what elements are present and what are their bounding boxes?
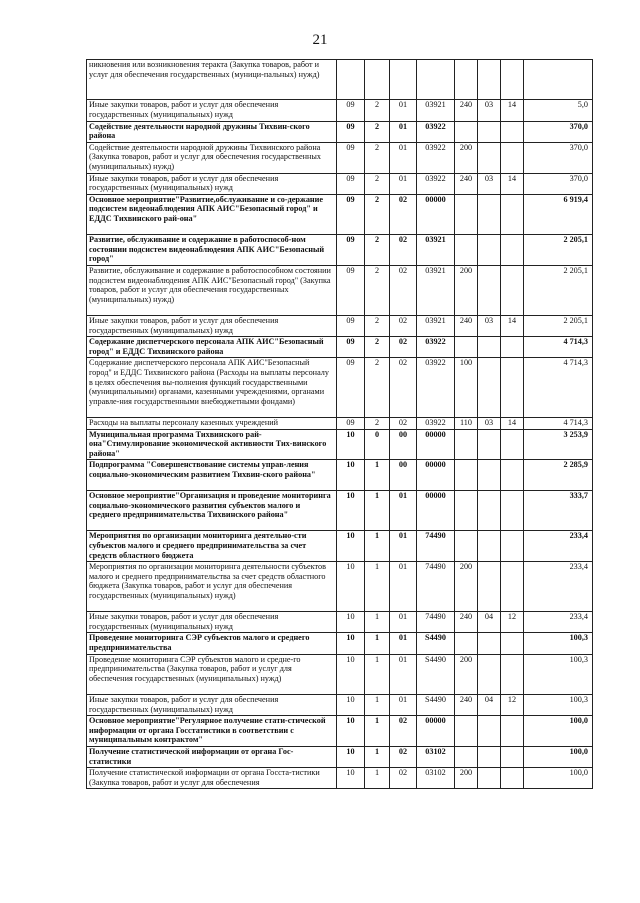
expense-type-code-cell: 240 [455, 612, 478, 633]
subsection-code-cell: 1 [365, 562, 390, 612]
subchapter-code-cell [501, 633, 524, 654]
section-code-cell: 09 [337, 100, 365, 121]
table-row [87, 142, 593, 173]
program-code-cell: 02 [390, 747, 417, 768]
subchapter-code-cell [501, 235, 524, 266]
chapter-code-cell [478, 633, 501, 654]
item-code-cell: 03921 [417, 100, 455, 121]
row-name-cell: Мероприятия по организации мониторинга деятельности субъектов малого и среднего предпринимательства за счет средств областного бюджета (Закупка товаров, работ и услуг для обеспечения государственных (муниципальных) нужд) [87, 562, 337, 612]
table-row [87, 531, 593, 562]
amount-cell: 370,0 [524, 121, 593, 142]
section-code-cell: 10 [337, 460, 365, 491]
item-code-cell: 00000 [417, 716, 455, 747]
section-code-cell: 10 [337, 491, 365, 531]
table-row [87, 417, 593, 429]
section-code-cell: 09 [337, 194, 365, 234]
amount-cell: 2 205,1 [524, 235, 593, 266]
item-code-cell: 00000 [417, 194, 455, 234]
expense-type-code-cell [455, 60, 478, 100]
row-name-cell: Получение статистической информации от органа Гос-статистики [87, 747, 337, 768]
table-row [87, 235, 593, 266]
subchapter-code-cell: 14 [501, 173, 524, 194]
amount-cell: 4 714,3 [524, 337, 593, 358]
section-code-cell: 10 [337, 654, 365, 694]
item-code-cell [417, 60, 455, 100]
expense-type-code-cell: 200 [455, 562, 478, 612]
item-code-cell: 03922 [417, 173, 455, 194]
program-code-cell: 02 [390, 194, 417, 234]
program-code-cell: 01 [390, 491, 417, 531]
amount-cell: 4 714,3 [524, 417, 593, 429]
subsection-code-cell: 2 [365, 417, 390, 429]
row-name-cell: Иные закупки товаров, работ и услуг для обеспечения государственных (муниципальных) нужд [87, 173, 337, 194]
amount-cell: 100,0 [524, 747, 593, 768]
amount-cell: 370,0 [524, 173, 593, 194]
expense-type-code-cell [455, 194, 478, 234]
chapter-code-cell: 03 [478, 315, 501, 336]
item-code-cell: 03922 [417, 142, 455, 173]
section-code-cell: 09 [337, 337, 365, 358]
subsection-code-cell: 1 [365, 633, 390, 654]
subsection-code-cell: 1 [365, 612, 390, 633]
subsection-code-cell: 2 [365, 358, 390, 418]
chapter-code-cell [478, 531, 501, 562]
subchapter-code-cell: 14 [501, 315, 524, 336]
row-name-cell: Иные закупки товаров, работ и услуг для обеспечения государственных (муниципальных) нужд [87, 100, 337, 121]
chapter-code-cell [478, 235, 501, 266]
program-code-cell: 02 [390, 358, 417, 418]
item-code-cell: 00000 [417, 491, 455, 531]
subsection-code-cell: 1 [365, 716, 390, 747]
row-name-cell: Содержание диспетчерского персонала АПК АИС"Безопасный город" и ЕДДС Тихвинского района (Расходы на выплаты персоналу в целях обеспечения вы-полнения функций государственными (муниципальными) органами, казенными учреждениями, органами управле-ния государственными внебюджетными фондами) [87, 358, 337, 418]
chapter-code-cell [478, 768, 501, 789]
chapter-code-cell [478, 747, 501, 768]
table-row [87, 100, 593, 121]
budget-table [86, 59, 593, 789]
chapter-code-cell [478, 358, 501, 418]
expense-type-code-cell [455, 747, 478, 768]
subchapter-code-cell [501, 121, 524, 142]
expense-type-code-cell [455, 337, 478, 358]
chapter-code-cell: 03 [478, 100, 501, 121]
program-code-cell: 01 [390, 142, 417, 173]
row-name-cell: Иные закупки товаров, работ и услуг для обеспечения государственных (муниципальных) нужд [87, 695, 337, 716]
chapter-code-cell [478, 429, 501, 460]
program-code-cell: 01 [390, 562, 417, 612]
row-name-cell: Иные закупки товаров, работ и услуг для обеспечения государственных (муниципальных) нужд [87, 612, 337, 633]
program-code-cell: 01 [390, 531, 417, 562]
chapter-code-cell [478, 194, 501, 234]
item-code-cell: 03922 [417, 358, 455, 418]
subsection-code-cell: 2 [365, 337, 390, 358]
table-row [87, 695, 593, 716]
subchapter-code-cell [501, 716, 524, 747]
amount-cell: 5,0 [524, 100, 593, 121]
program-code-cell: 02 [390, 315, 417, 336]
program-code-cell: 01 [390, 695, 417, 716]
expense-type-code-cell: 110 [455, 417, 478, 429]
section-code-cell: 10 [337, 429, 365, 460]
table-row [87, 747, 593, 768]
expense-type-code-cell: 240 [455, 315, 478, 336]
section-code-cell: 10 [337, 747, 365, 768]
subsection-code-cell: 1 [365, 460, 390, 491]
row-name-cell: никновения или возникновения теракта (Закупка товаров, работ и услуг для обеспечения государственных (муници-пальных) нужд) [87, 60, 337, 100]
item-code-cell: S4490 [417, 695, 455, 716]
table-row [87, 265, 593, 315]
chapter-code-cell [478, 121, 501, 142]
expense-type-code-cell [455, 716, 478, 747]
expense-type-code-cell [455, 460, 478, 491]
subchapter-code-cell [501, 265, 524, 315]
subchapter-code-cell [501, 60, 524, 100]
table-row [87, 194, 593, 234]
page-number: 21 [312, 32, 328, 48]
subchapter-code-cell [501, 562, 524, 612]
chapter-code-cell [478, 337, 501, 358]
section-code-cell: 10 [337, 531, 365, 562]
section-code-cell: 09 [337, 173, 365, 194]
table-row [87, 654, 593, 694]
row-name-cell: Муниципальная программа Тихвинского рай-она"Стимулирование экономической активности Тих-винского района" [87, 429, 337, 460]
chapter-code-cell [478, 654, 501, 694]
table-row [87, 562, 593, 612]
subchapter-code-cell: 14 [501, 100, 524, 121]
expense-type-code-cell: 200 [455, 768, 478, 789]
row-name-cell: Подпрограмма "Совершенствование системы управ-ления социально-экономическим развитием Тихвин-ского района" [87, 460, 337, 491]
item-code-cell: 03102 [417, 768, 455, 789]
amount-cell: 100,3 [524, 695, 593, 716]
subsection-code-cell: 2 [365, 235, 390, 266]
subsection-code-cell: 0 [365, 429, 390, 460]
table-row [87, 460, 593, 491]
program-code-cell: 02 [390, 417, 417, 429]
section-code-cell: 09 [337, 121, 365, 142]
program-code-cell: 01 [390, 173, 417, 194]
expense-type-code-cell: 200 [455, 654, 478, 694]
table-row [87, 315, 593, 336]
item-code-cell: 03921 [417, 235, 455, 266]
table-row [87, 633, 593, 654]
amount-cell: 370,0 [524, 142, 593, 173]
subchapter-code-cell [501, 142, 524, 173]
program-code-cell: 00 [390, 460, 417, 491]
section-code-cell: 09 [337, 142, 365, 173]
subsection-code-cell [365, 60, 390, 100]
item-code-cell: 03922 [417, 337, 455, 358]
subchapter-code-cell [501, 429, 524, 460]
item-code-cell: S4490 [417, 633, 455, 654]
subsection-code-cell: 2 [365, 315, 390, 336]
chapter-code-cell [478, 460, 501, 491]
item-code-cell: 03102 [417, 747, 455, 768]
section-code-cell: 09 [337, 417, 365, 429]
item-code-cell: 03921 [417, 315, 455, 336]
table-row [87, 358, 593, 418]
expense-type-code-cell [455, 633, 478, 654]
subsection-code-cell: 1 [365, 768, 390, 789]
row-name-cell: Содействие деятельности народной дружины Тихвинского района (Закупка товаров, работ и услуг для обеспечения государственных (муниципальных) нужд) [87, 142, 337, 173]
item-code-cell: 74490 [417, 562, 455, 612]
chapter-code-cell: 03 [478, 173, 501, 194]
chapter-code-cell [478, 491, 501, 531]
amount-cell: 333,7 [524, 491, 593, 531]
row-name-cell: Содействие деятельности народной дружины Тихвин-ского района [87, 121, 337, 142]
chapter-code-cell: 04 [478, 695, 501, 716]
program-code-cell: 02 [390, 265, 417, 315]
program-code-cell: 02 [390, 235, 417, 266]
subchapter-code-cell [501, 194, 524, 234]
row-name-cell: Основное мероприятие"Регулярное получение стати-стической информации от органа Госстатистики в соответствии с муниципальным контрактом" [87, 716, 337, 747]
program-code-cell: 01 [390, 612, 417, 633]
expense-type-code-cell: 240 [455, 173, 478, 194]
program-code-cell: 02 [390, 716, 417, 747]
program-code-cell: 01 [390, 100, 417, 121]
chapter-code-cell: 03 [478, 417, 501, 429]
subsection-code-cell: 1 [365, 531, 390, 562]
table-row [87, 429, 593, 460]
section-code-cell: 10 [337, 612, 365, 633]
subchapter-code-cell [501, 491, 524, 531]
item-code-cell: 03922 [417, 121, 455, 142]
section-code-cell: 09 [337, 265, 365, 315]
section-code-cell: 09 [337, 358, 365, 418]
chapter-code-cell [478, 562, 501, 612]
program-code-cell [390, 60, 417, 100]
table-row [87, 716, 593, 747]
section-code-cell: 10 [337, 716, 365, 747]
item-code-cell: 74490 [417, 531, 455, 562]
chapter-code-cell [478, 716, 501, 747]
item-code-cell: 00000 [417, 429, 455, 460]
subchapter-code-cell [501, 460, 524, 491]
row-name-cell: Иные закупки товаров, работ и услуг для обеспечения государственных (муниципальных) нужд [87, 315, 337, 336]
expense-type-code-cell [455, 531, 478, 562]
subchapter-code-cell [501, 747, 524, 768]
subchapter-code-cell: 12 [501, 695, 524, 716]
table-row [87, 337, 593, 358]
item-code-cell: 00000 [417, 460, 455, 491]
amount-cell: 233,4 [524, 612, 593, 633]
expense-type-code-cell: 200 [455, 265, 478, 315]
expense-type-code-cell: 200 [455, 142, 478, 173]
row-name-cell: Получение статистической информации от органа Госста-тистики (Закупка товаров, работ и услуг для обеспечения [87, 768, 337, 789]
row-name-cell: Мероприятия по организации мониторинга деятельно-сти субъектов малого и среднего предпринимательства за счет средств областного бюджета [87, 531, 337, 562]
subsection-code-cell: 1 [365, 695, 390, 716]
amount-cell [524, 60, 593, 100]
row-name-cell: Основное мероприятие"Организация и проведение мониторинга социально-экономического развития субъектов малого и среднего предпринимательства Тихвинского района" [87, 491, 337, 531]
subchapter-code-cell [501, 531, 524, 562]
subsection-code-cell: 2 [365, 265, 390, 315]
item-code-cell: 03921 [417, 265, 455, 315]
table-row [87, 768, 593, 789]
amount-cell: 100,0 [524, 768, 593, 789]
expense-type-code-cell: 240 [455, 695, 478, 716]
section-code-cell: 09 [337, 315, 365, 336]
row-name-cell: Проведение мониторинга СЭР субъектов малого и среднего предпринимательства [87, 633, 337, 654]
subsection-code-cell: 1 [365, 491, 390, 531]
amount-cell: 2 285,9 [524, 460, 593, 491]
row-name-cell: Расходы на выплаты персоналу казенных учреждений [87, 417, 337, 429]
section-code-cell: 10 [337, 633, 365, 654]
amount-cell: 2 205,1 [524, 265, 593, 315]
expense-type-code-cell [455, 429, 478, 460]
item-code-cell: 74490 [417, 612, 455, 633]
chapter-code-cell: 04 [478, 612, 501, 633]
section-code-cell [337, 60, 365, 100]
chapter-code-cell [478, 265, 501, 315]
row-name-cell: Основное мероприятие"Развитие,обслуживание и со-держание подсистем видеонаблюдения АПК АИС"Безопасный город" и ЕДДС Тихвинского рай-она" [87, 194, 337, 234]
subsection-code-cell: 2 [365, 100, 390, 121]
table-row [87, 491, 593, 531]
section-code-cell: 10 [337, 768, 365, 789]
subsection-code-cell: 1 [365, 747, 390, 768]
subchapter-code-cell [501, 654, 524, 694]
subsection-code-cell: 1 [365, 654, 390, 694]
table-row [87, 121, 593, 142]
amount-cell: 233,4 [524, 562, 593, 612]
expense-type-code-cell [455, 235, 478, 266]
subchapter-code-cell: 12 [501, 612, 524, 633]
expense-type-code-cell [455, 491, 478, 531]
item-code-cell: S4490 [417, 654, 455, 694]
expense-type-code-cell: 240 [455, 100, 478, 121]
amount-cell: 2 205,1 [524, 315, 593, 336]
program-code-cell: 01 [390, 633, 417, 654]
amount-cell: 6 919,4 [524, 194, 593, 234]
program-code-cell: 00 [390, 429, 417, 460]
amount-cell: 4 714,3 [524, 358, 593, 418]
amount-cell: 100,3 [524, 654, 593, 694]
row-name-cell: Развитие, обслуживание и содержание в работоспособном состоянии подсистем видеонаблюдения АПК АИС"Безопасный город" (Закупка товаров, работ и услуг для обеспечения государственных (муниципальных) нужд) [87, 265, 337, 315]
section-code-cell: 10 [337, 562, 365, 612]
table-row [87, 60, 593, 100]
program-code-cell: 02 [390, 768, 417, 789]
row-name-cell: Развитие, обслуживание и содержание в работоспособ-ном состоянии подсистем видеонаблюдения АПК АИС"Безопасный город" [87, 235, 337, 266]
subsection-code-cell: 2 [365, 194, 390, 234]
amount-cell: 3 253,9 [524, 429, 593, 460]
expense-type-code-cell: 100 [455, 358, 478, 418]
subchapter-code-cell: 14 [501, 417, 524, 429]
expense-type-code-cell [455, 121, 478, 142]
amount-cell: 100,0 [524, 716, 593, 747]
table-row [87, 173, 593, 194]
chapter-code-cell [478, 142, 501, 173]
item-code-cell: 03922 [417, 417, 455, 429]
chapter-code-cell [478, 60, 501, 100]
subchapter-code-cell [501, 768, 524, 789]
section-code-cell: 09 [337, 235, 365, 266]
program-code-cell: 01 [390, 654, 417, 694]
section-code-cell: 10 [337, 695, 365, 716]
subsection-code-cell: 2 [365, 173, 390, 194]
program-code-cell: 02 [390, 337, 417, 358]
subchapter-code-cell [501, 358, 524, 418]
amount-cell: 100,3 [524, 633, 593, 654]
subsection-code-cell: 2 [365, 142, 390, 173]
program-code-cell: 01 [390, 121, 417, 142]
table-row [87, 612, 593, 633]
subsection-code-cell: 2 [365, 121, 390, 142]
row-name-cell: Проведение мониторинга СЭР субъектов малого и средне-го предпринимательства (Закупка товаров, работ и услуг для обеспечения государственных (муниципальных) нужд) [87, 654, 337, 694]
subchapter-code-cell [501, 337, 524, 358]
amount-cell: 233,4 [524, 531, 593, 562]
row-name-cell: Содержание диспетчерского персонала АПК АИС"Безопасный город" и ЕДДС Тихвинского района [87, 337, 337, 358]
